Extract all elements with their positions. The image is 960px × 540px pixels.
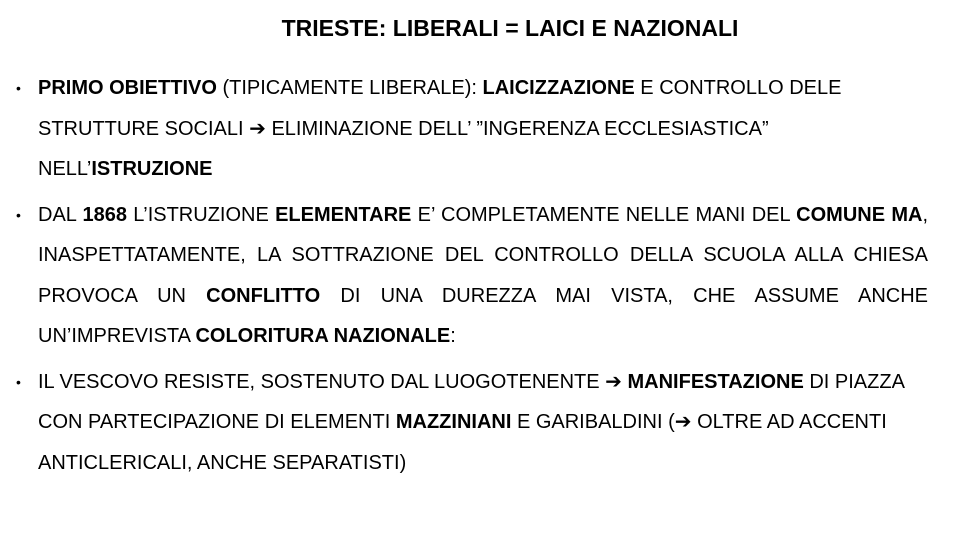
bullet-2-text1: DAL [38, 203, 83, 226]
bullet-2-text5: DI UNA DUREZZA MAI VISTA, CHE ASSUME ANCHE UN’IMPREVISTA [38, 284, 928, 347]
bullet-3-text4: OLTRE AD ACCENTI ANTICLERICALI, ANCHE SEPARATISTI) [38, 411, 887, 474]
bullet-item-2 [16, 195, 928, 357]
bullet-3-bold1: MANIFESTAZIONE [627, 370, 804, 393]
arrow-right-icon: ➔ [605, 370, 622, 393]
bullet-2-bold3: COMUNE MA [796, 203, 923, 226]
bullet-2-bold2: ELEMENTARE [275, 203, 412, 226]
bullet-dot-icon: • [16, 373, 21, 390]
bullet-item-3 [16, 362, 928, 484]
bullet-1-text3: ELIMINAZIONE DELL’ ”INGERENZA ECCLESIASTICA” NELL’ [38, 117, 769, 180]
bullet-dot-icon: • [16, 206, 21, 223]
bullet-1-text2: E CONTROLLO DELE STRUTTURE SOCIALI [38, 77, 842, 140]
bullet-2-text4: , INASPETTATAMENTE, LA SOTTRAZIONE DEL CONTROLLO DELLA SCUOLA ALLA CHIESA PROVOCA UN [38, 203, 928, 307]
bullet-dot-icon: • [16, 80, 21, 96]
slide-title: TRIESTE: LIBERALI = LAICI E NAZIONALI [281, 15, 739, 41]
bullet-3-text2: DI PIAZZA CON PARTECIPAZIONE DI ELEMENTI [38, 370, 904, 433]
bullet-1-bold3: ISTRUZIONE [91, 158, 213, 180]
bullet-2-text2: L’ISTRUZIONE [126, 203, 276, 226]
bullet-list [16, 68, 928, 483]
bullet-2-text3: E’ COMPLETAMENTE NELLE MANI DEL [411, 203, 797, 226]
bullet-2-bold5: COLORITURA NAZIONALE [195, 325, 451, 347]
bullet-2-bold1: 1868 [82, 203, 127, 226]
bullet-2-bold4: CONFLITTO [206, 284, 321, 307]
bullet-1-text: (TIPICAMENTE LIBERALE): [216, 77, 483, 99]
bullet-3-bold2: MAZZINIANI [395, 411, 512, 433]
bullet-3-text3: E GARIBALDINI ( [511, 411, 675, 433]
bullet-1-bold: PRIMO OBIETTIVO [38, 77, 217, 99]
bullet-1-bold2: LAICIZZAZIONE [482, 77, 635, 99]
arrow-right-icon: ➔ [674, 411, 692, 433]
bullet-3-text1: IL VESCOVO RESISTE, SOSTENUTO DAL LUOGOTENENTE [38, 370, 606, 393]
arrow-right-icon: ➔ [249, 117, 266, 140]
bullet-2-text6: : [450, 325, 456, 347]
bullet-item-1 [16, 68, 928, 190]
